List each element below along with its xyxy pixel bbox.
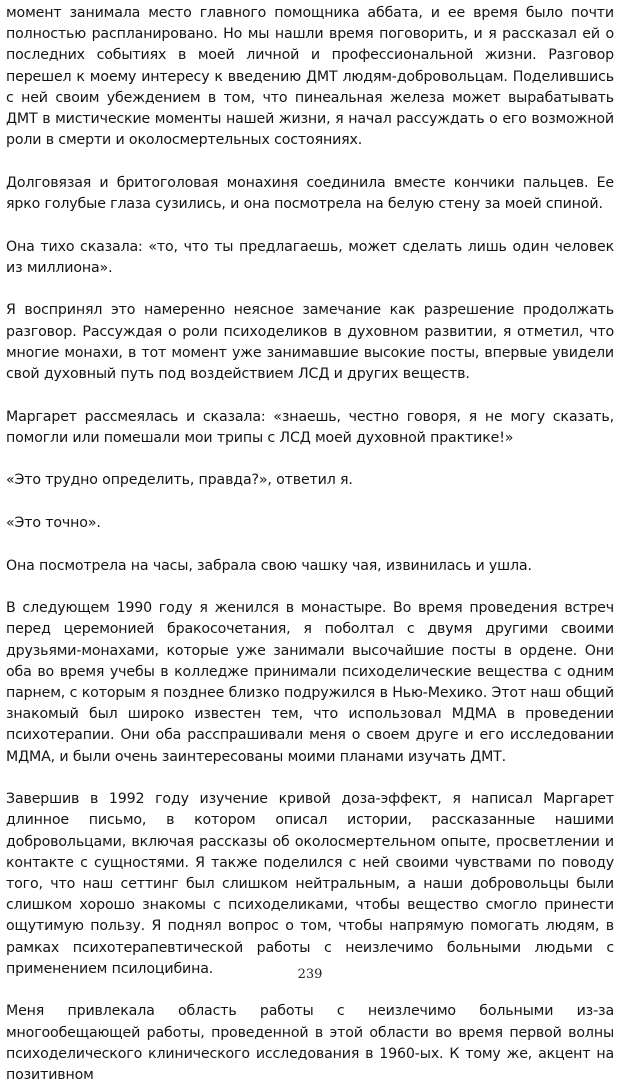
page-number: 239	[297, 967, 323, 982]
page-body	[6, 3, 614, 1086]
paragraph-7: «Это точно».	[6, 515, 101, 531]
paragraph-5: Маргарет рассмеялась и сказала: «знаешь, честно говоря, я не могу сказать, помогли или помешали мои трипы с ЛСД моей духовной практике!»	[6, 408, 614, 446]
paragraph-1: момент занимала место главного помощника аббата, и ее время было почти полностью распланировано. Но мы нашли время поговорить, и я рассказал ей о последних событиях в моей личной и профессиональной жизни. Разговор перешел к моему интересу к введению ДМТ людям-добровольцам. Поделившись с ней своим убеждением в том, что пинеальная железа может вырабатывать ДМТ в мистические моменты нашей жизни, я начал рассуждать о его возможной роли в смерти и околосмертельных состояниях.	[6, 5, 614, 149]
paragraph-8: Она посмотрела на часы, забрала свою чашку чая, извинилась и ушла.	[6, 557, 532, 574]
paragraph-11: Меня привлекала область работы с неизлечимо больными из-за многообещающей работы, проведенной в этой области во время первой волны психоделического клинического исследования в 1960-ых. К тому же, акцент на позитивном	[6, 1003, 614, 1084]
paragraph-3: Она тихо сказала: «то, что ты предлагаешь, может сделать лишь один человек из миллиона».	[6, 238, 614, 276]
paragraph-9: В следующем 1990 году я женился в монастыре. Во время проведения встреч перед церемонией бракосочетания, я поболтал с двумя другими своими друзьями-монахами, которые уже занимали высочайшие посты в ордене. Они оба во время учебы в колледже принимали психоделические вещества с одним парнем, с которым я позднее близко подружился в Нью-Мехико. Этот наш общий знакомый был широко известен тем, что использовал МДМА в проведении психотерапии. Они оба расспрашивали меня о своем друге и его исследовании МДМА, и были очень заинтересованы моими планами изучать ДМТ.	[6, 600, 614, 765]
paragraph-2: Долговязая и бритоголовая монахиня соединила вместе кончики пальцев. Ее ярко голубые глаза сузились, и она посмотрела на белую стену за моей спиной.	[6, 174, 614, 213]
paragraph-10: Завершив в 1992 году изучение кривой доза-эффект, я написал Маргарет длинное письмо, в котором описал истории, рассказанные нашими добровольцами, включая рассказы об околосмертельном опыте, просветлении и контакте с сущностями. Я также поделился с ней своими чувствами по поводу того, что наш сеттинг был слишком нейтральным, а наши добровольцы были слишком хорошо знакомы с психоделиками, чтобы вещество смогло принести ощутимую пользу. Я поднял вопрос о том, чтобы напрямую помогать людям, в рамках психотерапевтической работы с неизлечимо больными людьми с применением псилоцибина.	[6, 791, 614, 977]
paragraph-6: «Это трудно определить, правда?», ответил я.	[6, 472, 353, 489]
paragraph-4: Я воспринял это намеренно неясное замечание как разрешение продолжать разговор. Рассуждая о роли психоделиков в духовном развитии, я отметил, что многие монахи, в тот момент уже занимавшие высокие посты, впервые увидели свой духовный путь под воздействием ЛСД и других веществ.	[6, 302, 614, 383]
